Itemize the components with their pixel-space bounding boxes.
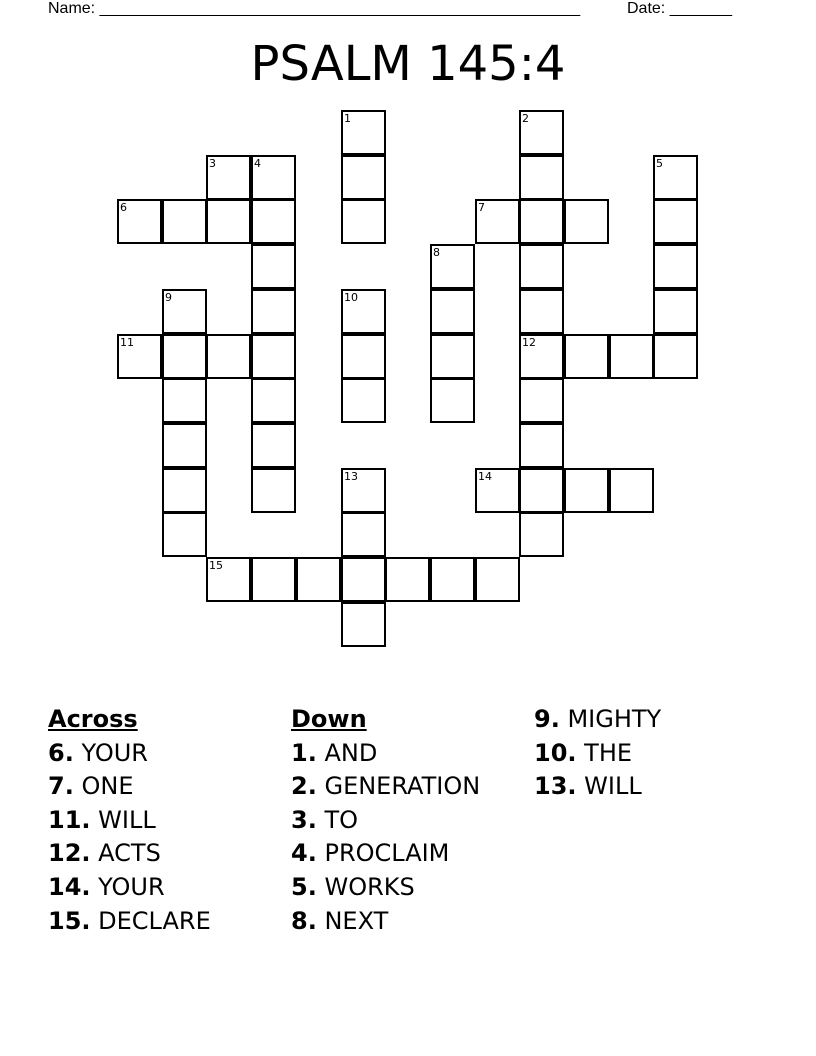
crossword-cell[interactable] xyxy=(475,468,520,513)
date-field-label: Date: _______ xyxy=(627,0,732,17)
clue-number: 14. xyxy=(48,872,91,901)
cell-number: 12 xyxy=(522,336,536,349)
clue-column-1 xyxy=(48,703,211,938)
cell-number: 10 xyxy=(344,291,358,304)
crossword-cell[interactable] xyxy=(609,468,654,513)
clue-number: 13. xyxy=(534,772,577,801)
clue-column-3 xyxy=(534,703,661,804)
clue-column-2 xyxy=(291,703,480,938)
clue-item xyxy=(291,770,480,804)
crossword-cell[interactable] xyxy=(430,244,475,289)
crossword-cell[interactable] xyxy=(341,602,386,647)
crossword-cell[interactable] xyxy=(251,289,296,334)
clue-item xyxy=(48,837,211,871)
clue-number: 1. xyxy=(291,738,317,767)
clue-number: 4. xyxy=(291,839,317,868)
crossword-cell[interactable] xyxy=(430,378,475,423)
cell-number: 14 xyxy=(478,470,492,483)
clue-text: MIGHTY xyxy=(567,705,662,733)
clue-number: 6. xyxy=(48,738,74,767)
clue-text: WORKS xyxy=(324,872,415,901)
crossword-cell[interactable] xyxy=(519,423,564,468)
crossword-cell[interactable] xyxy=(206,334,251,379)
across-heading: Across xyxy=(48,705,138,733)
crossword-cell[interactable] xyxy=(475,199,520,244)
crossword-cell[interactable] xyxy=(162,423,207,468)
cell-number: 7 xyxy=(478,201,485,214)
crossword-cell[interactable] xyxy=(162,289,207,334)
clue-number: 3. xyxy=(291,805,317,834)
crossword-cell[interactable] xyxy=(564,334,609,379)
clue-item xyxy=(291,804,480,838)
crossword-cell[interactable] xyxy=(519,155,564,200)
clue-item xyxy=(291,837,480,871)
clue-number: 10. xyxy=(534,738,577,767)
clue-item xyxy=(48,737,211,771)
crossword-cell[interactable] xyxy=(519,199,564,244)
clue-item xyxy=(48,804,211,838)
cell-number: 5 xyxy=(656,157,663,170)
cell-number: 8 xyxy=(433,246,440,259)
clue-text: THE xyxy=(584,738,633,767)
clue-text: YOUR xyxy=(81,738,148,767)
crossword-cell[interactable] xyxy=(341,334,386,379)
clue-item xyxy=(291,871,480,905)
cell-number: 3 xyxy=(209,157,216,170)
crossword-cell[interactable] xyxy=(653,199,698,244)
crossword-cell[interactable] xyxy=(251,423,296,468)
clue-number: 9. xyxy=(534,705,560,733)
crossword-cell[interactable] xyxy=(653,155,698,200)
clue-item xyxy=(534,737,661,771)
crossword-cell[interactable] xyxy=(251,557,296,602)
clue-text: GENERATION xyxy=(324,772,481,801)
cell-number: 2 xyxy=(522,112,529,125)
crossword-cell[interactable] xyxy=(341,155,386,200)
clue-text: TO xyxy=(324,805,359,834)
clue-number: 11. xyxy=(48,805,91,834)
crossword-cell[interactable] xyxy=(519,110,564,155)
crossword-cell[interactable] xyxy=(251,155,296,200)
clue-text: ONE xyxy=(81,772,134,801)
clue-item xyxy=(48,871,211,905)
cell-number: 11 xyxy=(120,336,134,349)
cell-number: 1 xyxy=(344,112,351,125)
clue-number: 12. xyxy=(48,839,91,868)
crossword-cell[interactable] xyxy=(653,244,698,289)
crossword-cell[interactable] xyxy=(206,155,251,200)
clue-text: YOUR xyxy=(98,872,165,901)
crossword-cell[interactable] xyxy=(296,557,341,602)
crossword-cell[interactable] xyxy=(519,289,564,334)
crossword-cell[interactable] xyxy=(609,334,654,379)
clue-number: 15. xyxy=(48,906,91,935)
crossword-cell[interactable] xyxy=(162,512,207,557)
cell-number: 15 xyxy=(209,559,223,572)
crossword-cell[interactable] xyxy=(653,334,698,379)
crossword-cell[interactable] xyxy=(564,468,609,513)
cell-number: 4 xyxy=(254,157,261,170)
clue-text: AND xyxy=(324,738,378,767)
clue-item xyxy=(534,703,661,737)
clue-number: 5. xyxy=(291,872,317,901)
clue-number: 2. xyxy=(291,772,317,801)
clue-number: 7. xyxy=(48,772,74,801)
cell-number: 13 xyxy=(344,470,358,483)
crossword-cell[interactable] xyxy=(519,334,564,379)
crossword-cell[interactable] xyxy=(519,378,564,423)
crossword-cell[interactable] xyxy=(206,199,251,244)
crossword-cell[interactable] xyxy=(251,334,296,379)
clue-text: DECLARE xyxy=(98,906,211,935)
clue-number: 8. xyxy=(291,906,317,935)
crossword-cell[interactable] xyxy=(251,468,296,513)
crossword-cell[interactable] xyxy=(519,468,564,513)
crossword-cell[interactable] xyxy=(341,557,386,602)
page-title: PSALM 145:4 xyxy=(250,36,566,92)
crossword-cell[interactable] xyxy=(430,289,475,334)
crossword-cell[interactable] xyxy=(341,468,386,513)
crossword-cell[interactable] xyxy=(564,199,609,244)
clue-text: PROCLAIM xyxy=(324,839,450,868)
crossword-cell[interactable] xyxy=(341,378,386,423)
crossword-cell[interactable] xyxy=(430,334,475,379)
down-heading: Down xyxy=(291,705,367,733)
crossword-cell[interactable] xyxy=(206,557,251,602)
crossword-cell[interactable] xyxy=(162,468,207,513)
crossword-cell[interactable] xyxy=(341,199,386,244)
cell-number: 9 xyxy=(165,291,172,304)
crossword-cell[interactable] xyxy=(251,378,296,423)
clue-item xyxy=(48,905,211,939)
crossword-cell[interactable] xyxy=(162,334,207,379)
clue-item xyxy=(534,770,661,804)
name-field-label: Name: ______________________________________________________ xyxy=(48,0,581,17)
crossword-cell[interactable] xyxy=(251,199,296,244)
crossword-cell[interactable] xyxy=(385,557,430,602)
crossword-cell[interactable] xyxy=(251,244,296,289)
crossword-cell[interactable] xyxy=(341,110,386,155)
crossword-cell[interactable] xyxy=(162,199,207,244)
clue-text: NEXT xyxy=(324,906,389,935)
cell-number: 6 xyxy=(120,201,127,214)
crossword-cell[interactable] xyxy=(117,334,162,379)
clue-item xyxy=(291,737,480,771)
crossword-cell[interactable] xyxy=(519,512,564,557)
crossword-cell[interactable] xyxy=(475,557,520,602)
crossword-cell[interactable] xyxy=(519,244,564,289)
crossword-cell[interactable] xyxy=(430,557,475,602)
clue-item xyxy=(291,905,480,939)
clue-text: WILL xyxy=(584,772,642,801)
crossword-cell[interactable] xyxy=(341,512,386,557)
crossword-cell[interactable] xyxy=(162,378,207,423)
crossword-cell[interactable] xyxy=(117,199,162,244)
clue-text: WILL xyxy=(98,805,156,834)
clue-item xyxy=(48,770,211,804)
crossword-cell[interactable] xyxy=(653,289,698,334)
crossword-cell[interactable] xyxy=(341,289,386,334)
clue-text: ACTS xyxy=(98,839,161,868)
